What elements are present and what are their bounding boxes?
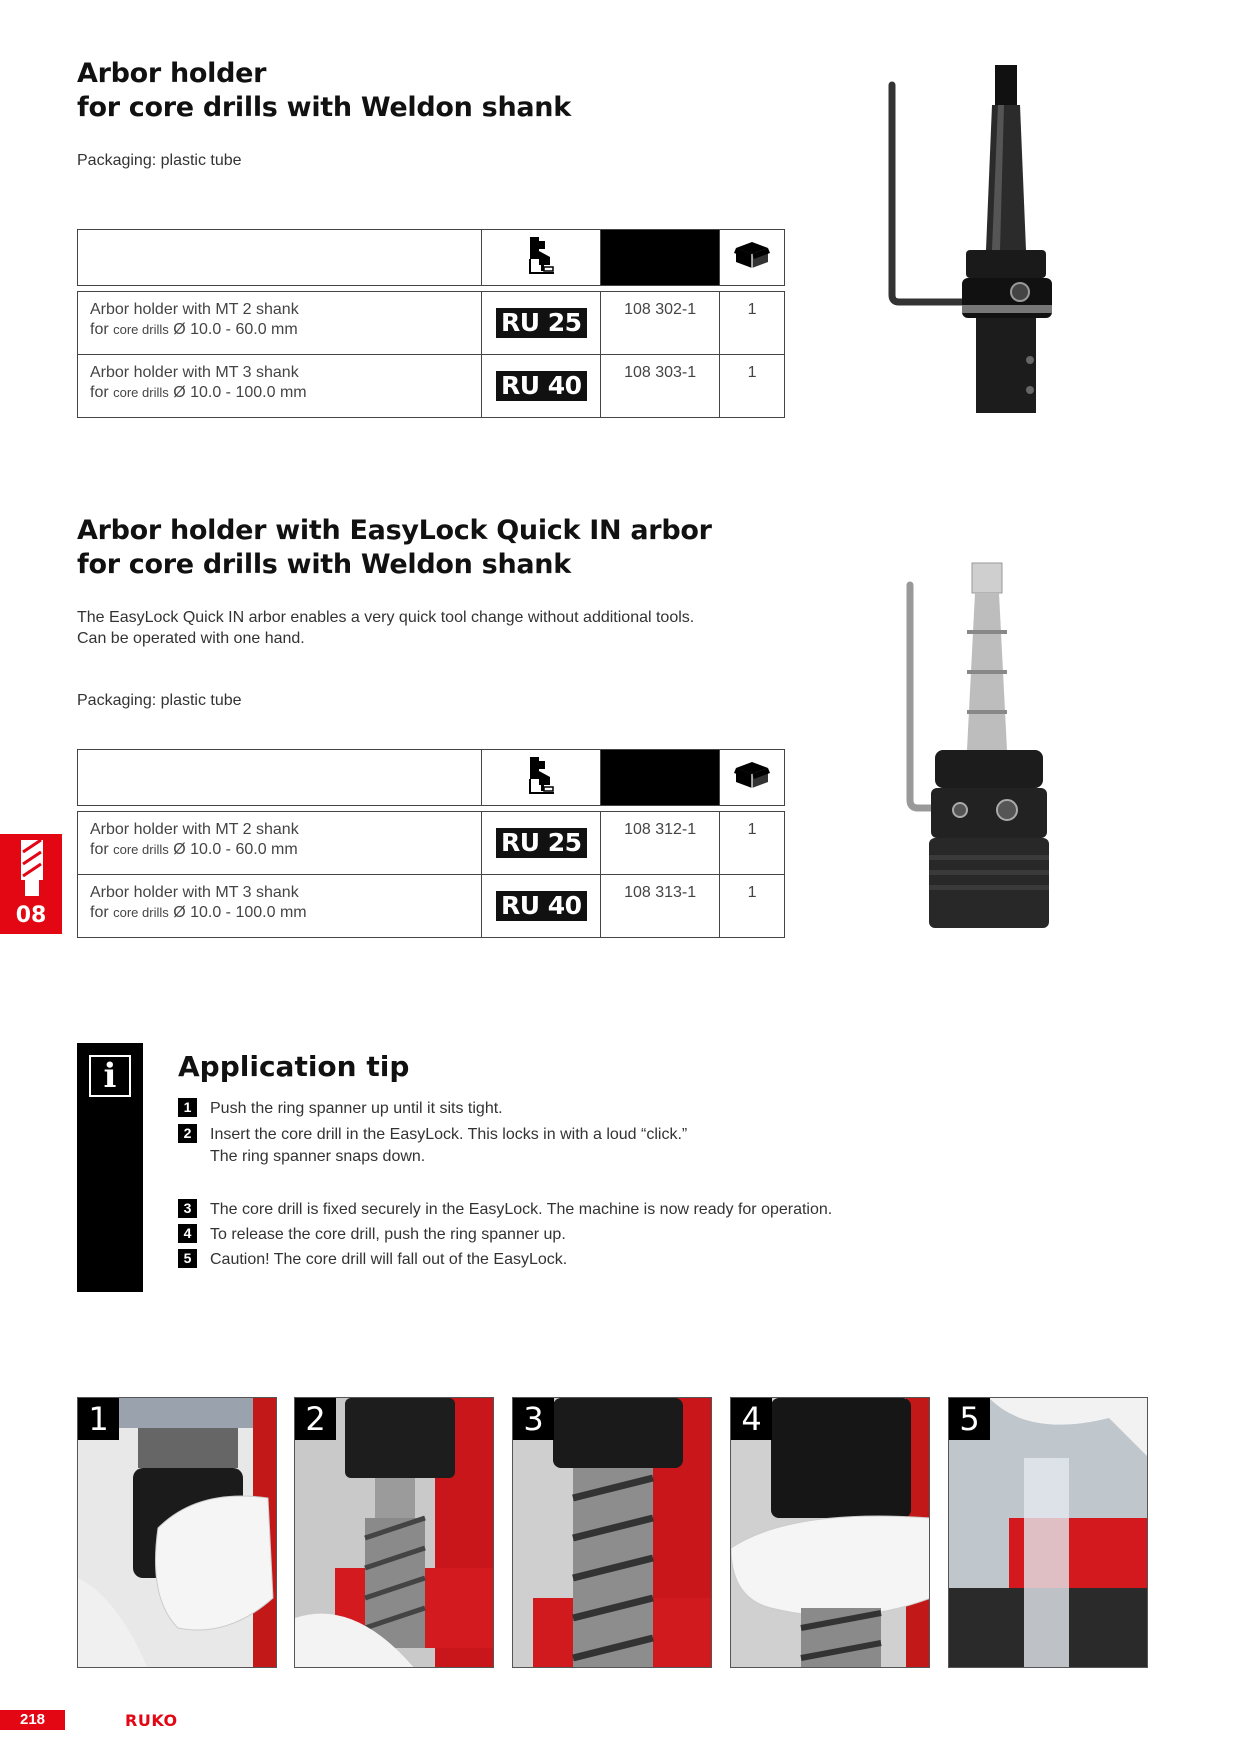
tip-step bbox=[178, 1199, 832, 1221]
step-text: Push the ring spanner up until it sits tight. bbox=[210, 1100, 503, 1117]
arbor-holder-product-image bbox=[880, 60, 1080, 420]
header-code-cell bbox=[601, 750, 720, 806]
header-desc-cell bbox=[78, 750, 482, 806]
for-small: core drills bbox=[113, 322, 169, 337]
desc-cell bbox=[78, 875, 482, 938]
step-number: 4 bbox=[178, 1224, 197, 1243]
article-code: 108 302-1 bbox=[601, 292, 720, 355]
section1-title-line1: Arbor holder bbox=[77, 58, 267, 89]
section2-description bbox=[77, 607, 694, 649]
quantity: 1 bbox=[720, 875, 785, 938]
brand-logo: RUKO bbox=[125, 1711, 178, 1730]
for-prefix: for bbox=[90, 384, 109, 401]
core-drill-icon bbox=[19, 840, 45, 896]
section2-title-line1: Arbor holder with EasyLock Quick IN arbor bbox=[77, 515, 712, 546]
drill-machine-icon bbox=[526, 755, 556, 795]
table-row bbox=[78, 875, 785, 938]
step-photo-5 bbox=[948, 1397, 1148, 1668]
description-line1: The EasyLock Quick IN arbor enables a very quick tool change without additional tools. bbox=[77, 609, 695, 626]
header-qty-cell bbox=[720, 230, 785, 286]
quantity: 1 bbox=[720, 292, 785, 355]
step-number: 2 bbox=[178, 1124, 197, 1143]
for-small: core drills bbox=[113, 842, 169, 857]
quantity: 1 bbox=[720, 812, 785, 875]
tip-step bbox=[178, 1249, 567, 1271]
info-icon: i bbox=[89, 1055, 131, 1097]
info-sidebar bbox=[77, 1043, 143, 1292]
step-text: Insert the core drill in the EasyLock. This locks in with a loud “click.” bbox=[210, 1126, 688, 1143]
page-number: 218 bbox=[0, 1710, 65, 1730]
header-machine-cell bbox=[482, 230, 601, 286]
photo-number: 2 bbox=[295, 1398, 336, 1440]
step-photo-3 bbox=[512, 1397, 712, 1668]
product-name: Arbor holder with MT 2 shank bbox=[90, 301, 299, 318]
step-text: The core drill is fixed securely in the EasyLock. The machine is now ready for operation. bbox=[210, 1201, 833, 1218]
chapter-number: 08 bbox=[15, 903, 47, 928]
for-prefix: for bbox=[90, 321, 109, 338]
article-code: 108 313-1 bbox=[601, 875, 720, 938]
drill-machine-icon bbox=[526, 235, 556, 275]
easylock-holder-product-image bbox=[895, 560, 1075, 940]
tip-step bbox=[178, 1224, 566, 1246]
package-box-icon bbox=[734, 760, 770, 790]
section1-packaging: Packaging: plastic tube bbox=[77, 152, 242, 169]
for-small: core drills bbox=[113, 905, 169, 920]
package-box-icon bbox=[734, 240, 770, 270]
desc-cell bbox=[78, 812, 482, 875]
step-text: To release the core drill, push the ring spanner up. bbox=[210, 1226, 566, 1243]
description-line2: Can be operated with one hand. bbox=[77, 630, 305, 647]
product-name: Arbor holder with MT 2 shank bbox=[90, 821, 299, 838]
step-photo-2 bbox=[294, 1397, 494, 1668]
machine-badge: RU 40 bbox=[496, 891, 587, 921]
step-number: 1 bbox=[178, 1098, 197, 1117]
header-machine-cell bbox=[482, 750, 601, 806]
machine-badge: RU 40 bbox=[496, 371, 587, 401]
section1-title-line2: for core drills with Weldon shank bbox=[77, 92, 571, 123]
header-code-cell bbox=[601, 230, 720, 286]
diameter-range: Ø 10.0 - 60.0 mm bbox=[173, 321, 298, 338]
diameter-range: Ø 10.0 - 60.0 mm bbox=[173, 841, 298, 858]
step-text: Caution! The core drill will fall out of the EasyLock. bbox=[210, 1251, 568, 1268]
for-prefix: for bbox=[90, 841, 109, 858]
quantity: 1 bbox=[720, 355, 785, 418]
photo-number: 1 bbox=[78, 1398, 119, 1440]
section1-product-table bbox=[77, 229, 785, 418]
article-code: 108 312-1 bbox=[601, 812, 720, 875]
section1-title bbox=[77, 57, 571, 125]
chapter-side-tab bbox=[0, 834, 62, 934]
step-text-continued: The ring spanner snaps down. bbox=[210, 1148, 426, 1165]
table-header-row bbox=[78, 230, 785, 286]
diameter-range: Ø 10.0 - 100.0 mm bbox=[173, 904, 307, 921]
product-name: Arbor holder with MT 3 shank bbox=[90, 364, 299, 381]
table-row bbox=[78, 355, 785, 418]
photo-number: 5 bbox=[949, 1398, 990, 1440]
for-small: core drills bbox=[113, 385, 169, 400]
tip-step bbox=[178, 1124, 687, 1168]
for-prefix: for bbox=[90, 904, 109, 921]
header-desc-cell bbox=[78, 230, 482, 286]
section2-packaging: Packaging: plastic tube bbox=[77, 692, 242, 709]
step-number: 5 bbox=[178, 1249, 197, 1268]
diameter-range: Ø 10.0 - 100.0 mm bbox=[173, 384, 307, 401]
table-header-row bbox=[78, 750, 785, 806]
table-row bbox=[78, 292, 785, 355]
photo-number: 3 bbox=[513, 1398, 554, 1440]
tip-step bbox=[178, 1098, 503, 1120]
product-name: Arbor holder with MT 3 shank bbox=[90, 884, 299, 901]
header-qty-cell bbox=[720, 750, 785, 806]
section2-title bbox=[77, 514, 712, 582]
step-number: 3 bbox=[178, 1199, 197, 1218]
table-row bbox=[78, 812, 785, 875]
section2-product-table bbox=[77, 749, 785, 938]
step-photo-1 bbox=[77, 1397, 277, 1668]
machine-cell bbox=[482, 875, 601, 938]
section2-title-line2: for core drills with Weldon shank bbox=[77, 549, 571, 580]
article-code: 108 303-1 bbox=[601, 355, 720, 418]
desc-cell bbox=[78, 355, 482, 418]
machine-badge: RU 25 bbox=[496, 308, 587, 338]
tip-title: Application tip bbox=[178, 1050, 410, 1083]
step-photo-4 bbox=[730, 1397, 930, 1668]
machine-badge: RU 25 bbox=[496, 828, 587, 858]
photo-number: 4 bbox=[731, 1398, 772, 1440]
machine-cell bbox=[482, 812, 601, 875]
machine-cell bbox=[482, 355, 601, 418]
machine-cell bbox=[482, 292, 601, 355]
desc-cell bbox=[78, 292, 482, 355]
